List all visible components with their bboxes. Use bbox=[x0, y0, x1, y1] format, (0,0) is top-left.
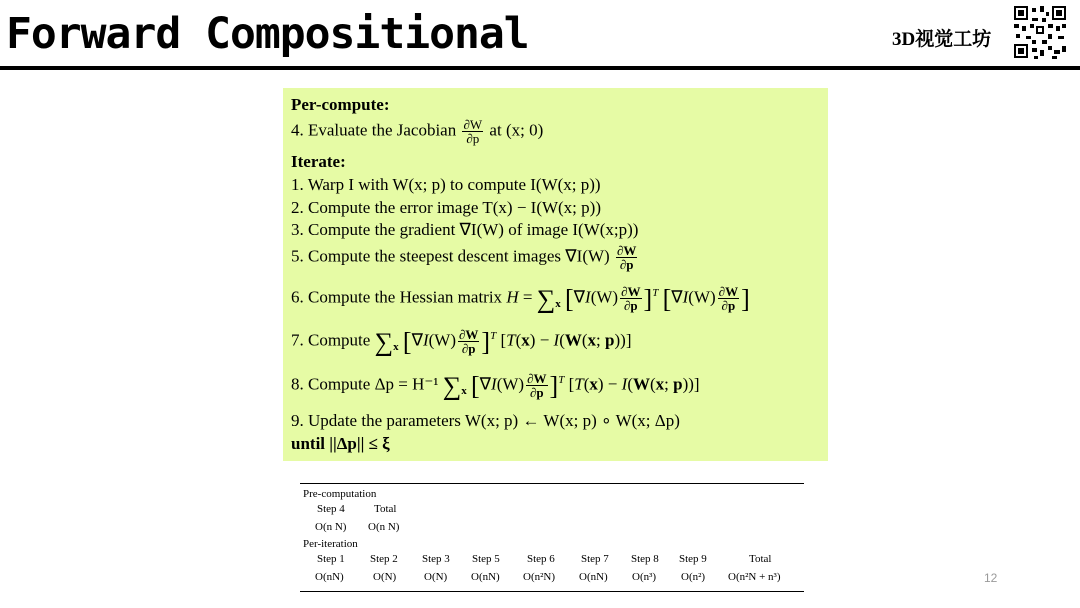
header-divider bbox=[0, 66, 1080, 70]
pre-value: O(n N) bbox=[315, 521, 347, 533]
iter-header: Step 7 bbox=[581, 553, 609, 565]
precompute-heading: Per-compute: bbox=[291, 95, 390, 114]
iter-header: Step 6 bbox=[527, 553, 555, 565]
iter-header: Total bbox=[749, 553, 772, 565]
qr-code-icon bbox=[1012, 4, 1068, 60]
step-9: 9. Update the parameters W(x; p) ← W(x; p) ∘ W(x; Δp) bbox=[291, 411, 680, 430]
iter-value: O(n²) bbox=[681, 571, 706, 583]
iter-value: O(N) bbox=[424, 571, 448, 583]
brand-label: 3D视觉工坊 bbox=[892, 29, 992, 50]
step-6: 6. Compute the Hessian matrix $H = \sum_x$ [∇I(W) $\frac{\partial W}{\partial p}$ ]$^T$ [∇I(W) $\frac{\partial W}{\partial p}$ ] bbox=[291, 284, 750, 314]
iterate-heading: Iterate: bbox=[291, 152, 346, 171]
algorithm-box bbox=[283, 88, 828, 461]
iter-header: Step 5 bbox=[472, 553, 500, 565]
page-title: Forward Compositional bbox=[6, 9, 529, 59]
iter-value: O(nN) bbox=[315, 571, 344, 583]
step-2: 2. Compute the error image T(x) − I(W(x; p)) bbox=[291, 198, 601, 217]
precomputation-label: Pre-computation bbox=[303, 488, 377, 500]
iter-header: Step 9 bbox=[679, 553, 707, 565]
table-bottom-rule bbox=[300, 591, 804, 592]
iter-value: O(n²N + n³) bbox=[728, 571, 781, 583]
periteration-label: Per-iteration bbox=[303, 538, 358, 550]
iter-value: O(N) bbox=[373, 571, 397, 583]
table-top-rule bbox=[300, 483, 804, 484]
pre-header: Step 4 bbox=[317, 503, 345, 515]
iter-value: O(nN) bbox=[471, 571, 500, 583]
step-1: 1. Warp I with W(x; p) to compute I(W(x; p)) bbox=[291, 175, 601, 194]
iter-value: O(n²N) bbox=[523, 571, 556, 583]
page-number: 12 bbox=[984, 571, 998, 585]
pre-header: Total bbox=[374, 503, 397, 515]
iter-value: O(nN) bbox=[579, 571, 608, 583]
iter-header: Step 8 bbox=[631, 553, 659, 565]
step-4: 4. Evaluate the Jacobian $\frac{\partial W}{\partial p}$ at (x; 0) bbox=[291, 117, 544, 146]
complexity-table bbox=[300, 480, 806, 592]
step-3: 3. Compute the gradient ∇I(W) of image I(W(x;p)) bbox=[291, 220, 639, 239]
iter-header: Step 2 bbox=[370, 553, 398, 565]
iter-value: O(n³) bbox=[632, 571, 657, 583]
iter-header: Step 1 bbox=[317, 553, 345, 565]
step-8: 8. Compute Δp = H⁻¹ $\sum_x$ [∇I(W) $\frac{\partial W}{\partial p}$ ]$^T$ [T(x) − I(W(x; p))] bbox=[291, 371, 700, 401]
pre-value: O(n N) bbox=[368, 521, 400, 533]
step-5: 5. Compute the steepest descent images ∇I(W) $\frac{\partial W}{\partial p}$ bbox=[291, 243, 637, 272]
step-7: 7. Compute $\sum_x$ [∇I(W) $\frac{\partial W}{\partial p}$ ]$^T$ [T(x) − I(W(x; p))] bbox=[291, 327, 632, 357]
iter-header: Step 3 bbox=[422, 553, 450, 565]
until-condition: until ||Δp|| ≤ ξ bbox=[291, 434, 390, 453]
